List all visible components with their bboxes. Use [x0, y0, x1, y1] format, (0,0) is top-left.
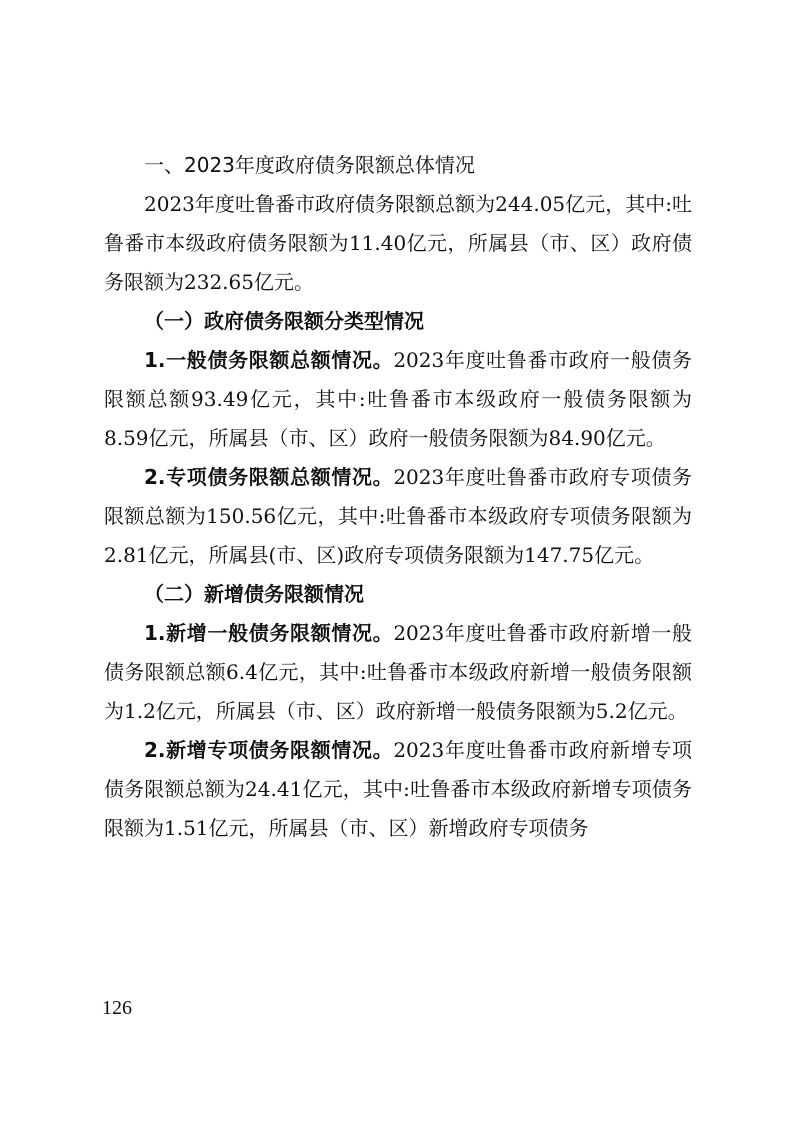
paragraph-lead: 2.新增专项债务限额情况。 — [144, 738, 394, 762]
subsection-title-2: （二）新增债务限额情况 — [144, 582, 364, 606]
paragraph-text: 2023年度吐鲁番市政府一般债务限额总额93.49亿元，其中:吐鲁番市本级政府一般债务限额为8.59亿元，所属县（市、区）政府一般债务限额为84.90亿元。 — [104, 348, 692, 450]
paragraph-text: 2023年度吐鲁番市政府新增专项债务限额总额为24.41亿元，其中:吐鲁番市本级政府新增专项债务限额为1.51亿元，所属县（市、区）新增政府专项债务 — [104, 738, 692, 840]
page-content — [104, 146, 692, 848]
paragraph-text: 2023年度吐鲁番市政府专项债务限额总额为150.56亿元，其中:吐鲁番市本级政府专项债务限额为2.81亿元，所属县(市、区)政府专项债务限额为147.75亿元。 — [104, 465, 692, 567]
paragraph-lead: 1.新增一般债务限额情况。 — [144, 621, 394, 645]
section-title: 一、2023年度政府债务限额总体情况 — [144, 153, 475, 177]
paragraph-text: 2023年度吐鲁番市政府新增一般债务限额总额6.4亿元，其中:吐鲁番市本级政府新增一般债务限额为1.2亿元，所属县（市、区）政府新增一般债务限额为5.2亿元。 — [104, 621, 692, 723]
subsection-title-1: （一）政府债务限额分类型情况 — [144, 309, 424, 333]
page-number: 126 — [102, 997, 132, 1019]
paragraph-general-debt-limit — [104, 341, 692, 458]
paragraph-new-general-debt-limit — [104, 614, 692, 731]
paragraph-lead: 2.专项债务限额总额情况。 — [144, 465, 394, 489]
intro-paragraph: 2023年度吐鲁番市政府债务限额总额为244.05亿元，其中:吐鲁番市本级政府债务限额为11.40亿元，所属县（市、区）政府债务限额为232.65亿元。 — [104, 192, 692, 294]
paragraph-new-special-debt-limit — [104, 731, 692, 848]
paragraph-lead: 1.一般债务限额总额情况。 — [144, 348, 394, 372]
paragraph-special-debt-limit — [104, 458, 692, 575]
